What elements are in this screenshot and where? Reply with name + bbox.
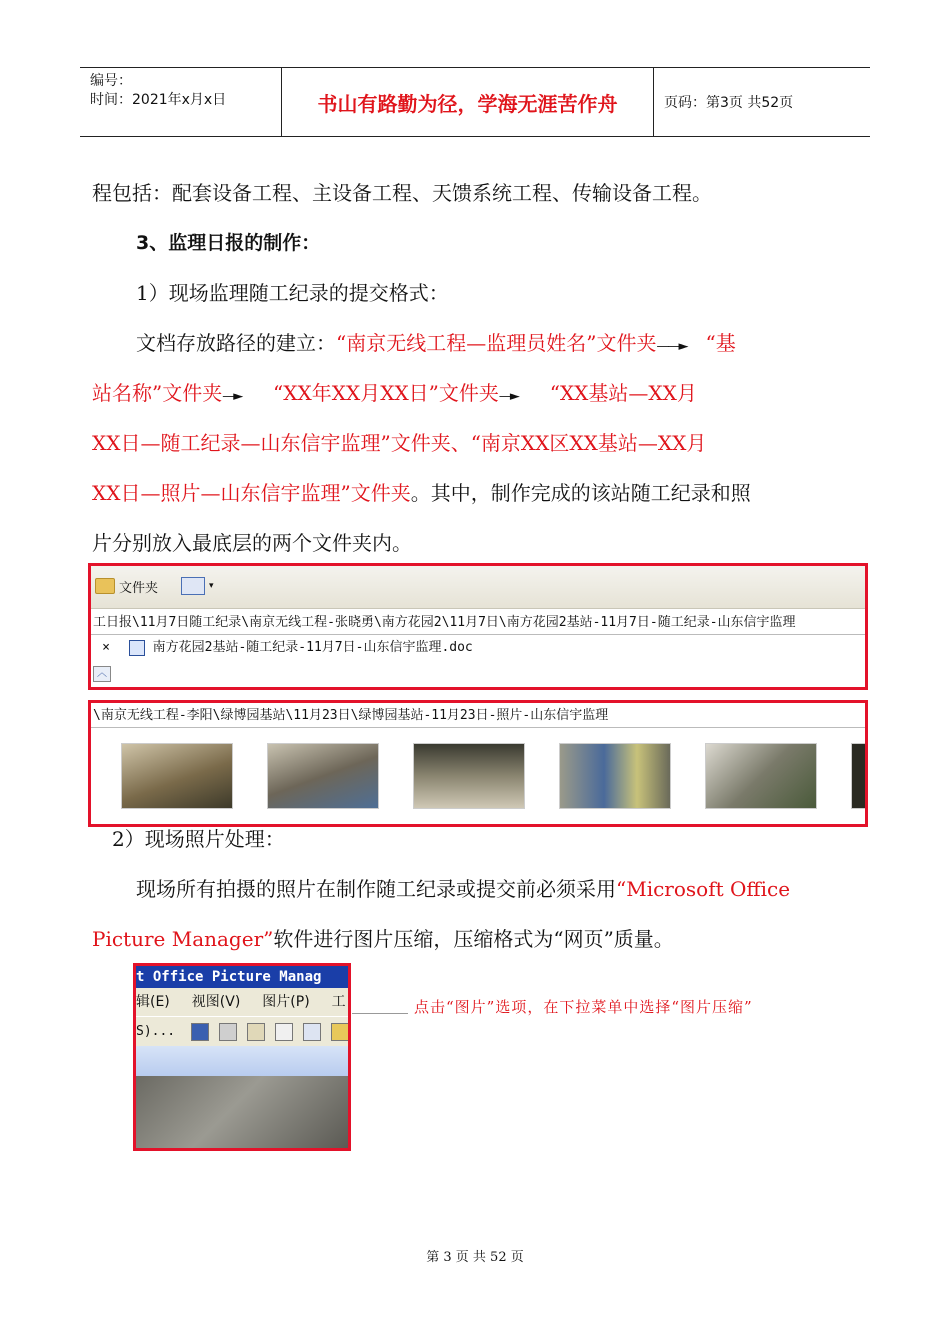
- para-path-1: [136, 318, 866, 372]
- toolbar-text[interactable]: S)...: [136, 1024, 176, 1039]
- path-red-3: “XX年XX月XX日”文件夹: [273, 381, 499, 405]
- paste-icon[interactable]: [331, 1023, 349, 1041]
- motto: 书山有路勤为径，学海无涯苦作舟: [317, 91, 618, 116]
- photo-thumbnail[interactable]: [851, 743, 868, 809]
- para-path-tail: 片分别放入最底层的两个文件夹内。: [92, 531, 412, 555]
- para-compress-1: [136, 864, 866, 914]
- software-name-a: “Microsoft Office: [616, 877, 791, 901]
- arrow-icon: —►: [498, 389, 518, 404]
- path-red-1: “南京无线工程—监理员姓名”文件夹: [336, 331, 657, 355]
- chevron-down-icon: ▾: [209, 581, 214, 591]
- callout-note: 点击“图片”选项，在下拉菜单中选择“图片压缩”: [414, 998, 753, 1016]
- para-compress-2: [92, 914, 862, 964]
- callout-connector: [352, 1013, 408, 1014]
- explorer-screenshot-1: [88, 563, 868, 690]
- menu-picture[interactable]: 图片(P): [262, 994, 310, 1010]
- para-path-4: [92, 468, 862, 518]
- para-path-2: [92, 368, 862, 422]
- explorer-toolbar: [91, 566, 865, 609]
- path-intro: 文档存放路径的建立：: [136, 331, 336, 355]
- compress-suffix: 软件进行图片压缩，压缩格式为“网页”质量。: [273, 927, 674, 951]
- path-red-2b: 站名称”文件夹: [92, 381, 223, 405]
- photo-thumbnail[interactable]: [559, 743, 671, 809]
- page-header: [80, 67, 870, 137]
- path-red-4c: XX日—照片—山东信宇监理”文件夹: [92, 481, 411, 505]
- copy-icon[interactable]: [303, 1023, 321, 1041]
- file-row[interactable]: [91, 636, 865, 660]
- path-red-2a: “基: [705, 331, 736, 355]
- photo-thumbnail[interactable]: [413, 743, 525, 809]
- header-motto-cell: [282, 68, 654, 136]
- picture-manager-screenshot: [133, 963, 351, 1151]
- print-icon[interactable]: [219, 1023, 237, 1041]
- path-red-4b: XX日—随工纪录—山东信宇监理”文件夹、“南京XX区XX基站—XX月: [92, 431, 707, 455]
- cut-icon[interactable]: [275, 1023, 293, 1041]
- folders-button-label: 文件夹: [119, 580, 159, 596]
- para-line1: 程包括：配套设备工程、主设备工程、天馈系统工程、传输设备工程。: [92, 181, 712, 205]
- arrow-icon: ——►: [656, 339, 687, 354]
- address-bar[interactable]: 工日报\11月7日随工纪录\南京无线工程-张晓勇\南方花园2\11月7日\南方花园2基站-11月7日-随工纪录-山东信宇监理: [91, 612, 865, 635]
- folder-icon: [95, 578, 115, 594]
- photo-thumbnail[interactable]: [705, 743, 817, 809]
- arrow-icon: —►: [222, 389, 242, 404]
- compress-prefix: 现场所有拍摄的照片在制作随工纪录或提交前必须采用: [136, 877, 616, 901]
- chevron-up-icon[interactable]: ︿: [93, 666, 111, 682]
- close-icon[interactable]: ×: [102, 640, 110, 655]
- mail-icon[interactable]: [247, 1023, 265, 1041]
- file-name[interactable]: 南方花园2基站-随工纪录-11月7日-山东信宇监理.doc: [152, 640, 473, 655]
- page-info: 页码：第3页 共52页: [664, 95, 794, 111]
- software-name-b: Picture Manager”: [92, 927, 274, 951]
- heading-3: 3、监理日报的制作：: [136, 232, 321, 254]
- window-title: t Office Picture Manag: [136, 966, 348, 988]
- subheading-1: 1）现场监理随工纪录的提交格式：: [136, 281, 449, 305]
- address-bar[interactable]: \南京无线工程-李阳\绿博园基站\11月23日\绿博园基站-11月23日-照片-山东信宇监理: [91, 705, 865, 728]
- explorer-screenshot-2: [88, 700, 868, 827]
- subheading-2: 2）现场照片处理：: [112, 827, 285, 851]
- menu-tools[interactable]: 工: [331, 994, 346, 1010]
- preview-photo: [136, 1076, 348, 1148]
- path-red-4a: “XX基站—XX月: [549, 381, 697, 405]
- pane-header: [136, 1046, 348, 1076]
- date-label: 时间：2021年x月x日: [90, 92, 227, 108]
- photo-thumbnail[interactable]: [267, 743, 379, 809]
- views-icon: [181, 577, 205, 595]
- page-footer: 第 3 页 共 52 页: [426, 1250, 524, 1265]
- toolbar: [136, 1016, 348, 1047]
- number-label: 编号：: [90, 73, 132, 89]
- folders-button[interactable]: [95, 575, 158, 597]
- save-icon[interactable]: [191, 1023, 209, 1041]
- photo-thumbnail[interactable]: [121, 743, 233, 809]
- header-meta: [80, 68, 282, 136]
- views-button[interactable]: [181, 575, 214, 597]
- menu-edit[interactable]: 辑(E): [136, 994, 170, 1010]
- menu-bar: [136, 988, 348, 1016]
- path-suffix: 。其中，制作完成的该站随工纪录和照: [410, 481, 751, 505]
- menu-view[interactable]: 视图(V): [191, 994, 241, 1010]
- word-doc-icon: [129, 640, 145, 656]
